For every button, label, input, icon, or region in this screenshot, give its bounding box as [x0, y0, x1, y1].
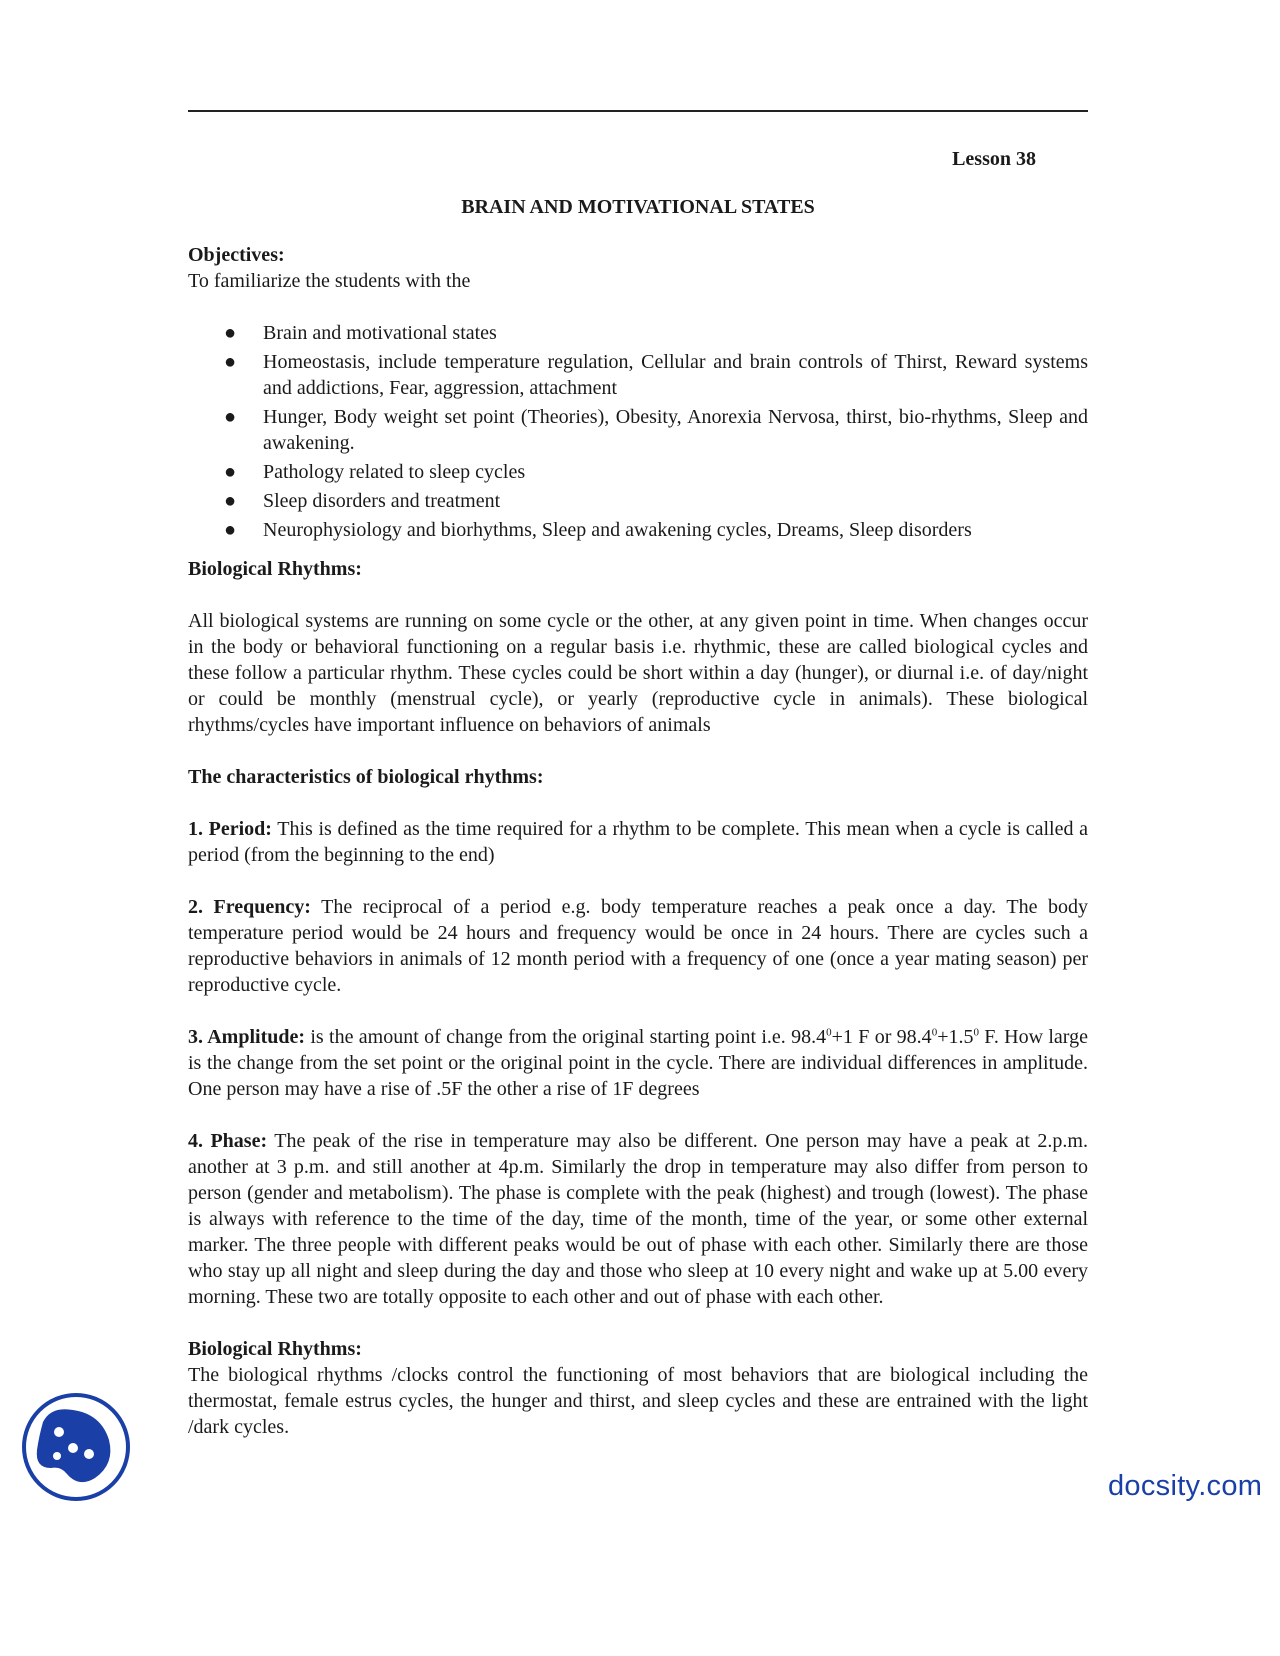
page-title: BRAIN AND MOTIVATIONAL STATES	[461, 196, 815, 218]
list-item: ● Brain and motivational states	[224, 322, 497, 344]
document-content	[188, 146, 1088, 1440]
spacer	[188, 1102, 1088, 1128]
amplitude-paragraph: 3. Amplitude: is the amount of change from the original starting point i.e. $98.4^0+1$ F or $98.4^0+1.5^0$ F. How large is the change from the set point or the original point in the cycle. There are individual differences in amplitude. One person may have a rise of .5F the other a rise of 1F degrees	[188, 1026, 1088, 1100]
period-label: 1. Period:	[188, 818, 272, 840]
frequency-label: 2. Frequency:	[188, 896, 311, 918]
objectives-intro: To familiarize the students with the	[188, 270, 471, 292]
section-heading-characteristics: The characteristics of biological rhythms:	[188, 766, 544, 788]
spacer	[188, 790, 1088, 816]
amplitude-label: 3. Amplitude:	[188, 1026, 306, 1048]
period-paragraph: 1. Period: This is defined as the time required for a rhythm to be complete. This mean when a cycle is called a period (from the beginning to the end)	[188, 818, 1088, 866]
list-item: ● Neurophysiology and biorhythms, Sleep and awakening cycles, Dreams, Sleep disorders	[224, 519, 972, 541]
list-item: ● Pathology related to sleep cycles	[224, 461, 526, 483]
bullet-icon: ●	[224, 519, 237, 541]
spacer	[188, 294, 1088, 320]
bio-rhythms-paragraph: All biological systems are running on some cycle or the other, at any given point in time. When changes occur in the body or behavioral functioning on a regular basis i.e. rhythmic, these are called biological cycles and these follow a particular rhythm. These cycles could be short within a day (hunger), or diurnal i.e. of day/night or could be monthly (menstrual cycle), or yearly (reproductive cycle in animals). These biological rhythms/cycles have important influence on behaviors of animals	[188, 610, 1088, 736]
spacer	[188, 998, 1088, 1024]
frequency-paragraph: 2. Frequency: The reciprocal of a period e.g. body temperature reaches a peak once a day. The body temperature period would be 24 hours and frequency would be once in 24 hours. There are cycles such a reproductive behaviors in animals of 12 month period with a frequency of one (once a year mating season) per reproductive cycle.	[188, 896, 1088, 996]
bullet-icon: ●	[224, 351, 237, 373]
spacer	[188, 582, 1088, 608]
bullet-icon: ●	[224, 461, 237, 483]
objectives-heading: Objectives:	[188, 244, 285, 266]
section-heading-bio-rhythms-2: Biological Rhythms:	[188, 1338, 362, 1360]
list-item: ● Homeostasis, include temperature regulation, Cellular and brain controls of Thirst, Reward systems and addictions, Fear, aggression, attachment	[224, 351, 1088, 399]
objectives-list	[188, 320, 1088, 543]
spacer	[188, 868, 1088, 894]
spacer	[188, 1310, 1088, 1336]
top-rule	[188, 110, 1088, 112]
bio-rhythms-2-paragraph: The biological rhythms /clocks control the functioning of most behaviors that are biological including the thermostat, female estrus cycles, the hunger and thirst, and sleep cycles and these are entrained with the light /dark cycles.	[188, 1364, 1088, 1438]
docsity-logo-icon	[21, 1392, 131, 1502]
list-item: ● Sleep disorders and treatment	[224, 490, 501, 512]
bullet-icon: ●	[224, 490, 237, 512]
docsity-watermark[interactable]: docsity.com	[1108, 1470, 1263, 1502]
spacer	[188, 738, 1088, 764]
phase-paragraph: 4. Phase: The peak of the rise in temperature may also be different. One person may have a peak at 2.p.m. another at 3 p.m. and still another at 4p.m. Similarly the drop in temperature may also differ from person to person (gender and metabolism). The phase is complete with the peak (highest) and trough (lowest). The phase is always with reference to the time of the day, time of the month, time of the year, or some other external marker. The three people with different peaks would be out of phase with each other. Similarly there are those who stay up all night and sleep during the day and those who sleep at 10 every night and wake up at 5.00 every morning. These two are totally opposite to each other and out of phase with each other.	[188, 1130, 1088, 1308]
bullet-icon: ●	[224, 406, 237, 428]
spacer	[188, 546, 1088, 556]
phase-label: 4. Phase:	[188, 1130, 268, 1152]
list-item: ● Hunger, Body weight set point (Theories), Obesity, Anorexia Nervosa, thirst, bio-rhythms, Sleep and awakening.	[224, 406, 1088, 454]
section-heading-bio-rhythms: Biological Rhythms:	[188, 558, 362, 580]
lesson-number: Lesson 38	[952, 148, 1036, 170]
bullet-icon: ●	[224, 322, 237, 344]
